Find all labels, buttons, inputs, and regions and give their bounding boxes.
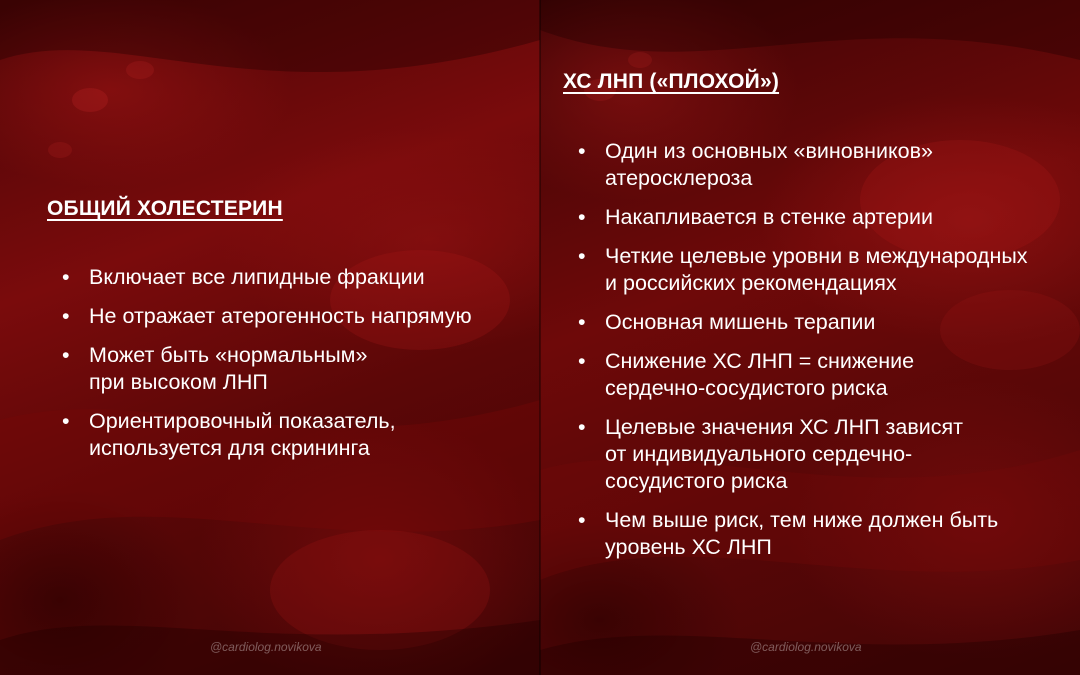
- author-watermark: @cardiolog.novikova: [210, 640, 322, 654]
- author-watermark: @cardiolog.novikova: [750, 640, 862, 654]
- total-cholesterol-title: ОБЩИЙ ХОЛЕСТЕРИН: [47, 197, 283, 220]
- list-item: • Накапливается в стенке артерии: [578, 204, 1078, 231]
- list-item: • Включает все липидные фракции: [62, 264, 532, 291]
- list-item: • Один из основных «виновников» атеросклероза: [578, 138, 1078, 192]
- list-item: • Целевые значения ХС ЛНП зависят от индивидуального сердечно- сосудистого риска: [578, 414, 1078, 495]
- list-item: • Ориентировочный показатель, используется для скрининга: [62, 408, 532, 462]
- right-panel: [540, 0, 1080, 675]
- total-cholesterol-list: [62, 264, 532, 474]
- list-item: • Может быть «нормальным» при высоком ЛНП: [62, 342, 532, 396]
- list-item: • Снижение ХС ЛНП = снижение сердечно-сосудистого риска: [578, 348, 1078, 402]
- list-item: • Основная мишень терапии: [578, 309, 1078, 336]
- list-item: • Четкие целевые уровни в международных и российских рекомендациях: [578, 243, 1078, 297]
- list-item: • Не отражает атерогенность напрямую: [62, 303, 532, 330]
- ldl-cholesterol-list: [578, 138, 1078, 573]
- panel-divider: [539, 0, 541, 675]
- list-item: • Чем выше риск, тем ниже должен быть уровень ХС ЛНП: [578, 507, 1078, 561]
- ldl-cholesterol-title: ХС ЛНП («ПЛОХОЙ»): [563, 70, 780, 93]
